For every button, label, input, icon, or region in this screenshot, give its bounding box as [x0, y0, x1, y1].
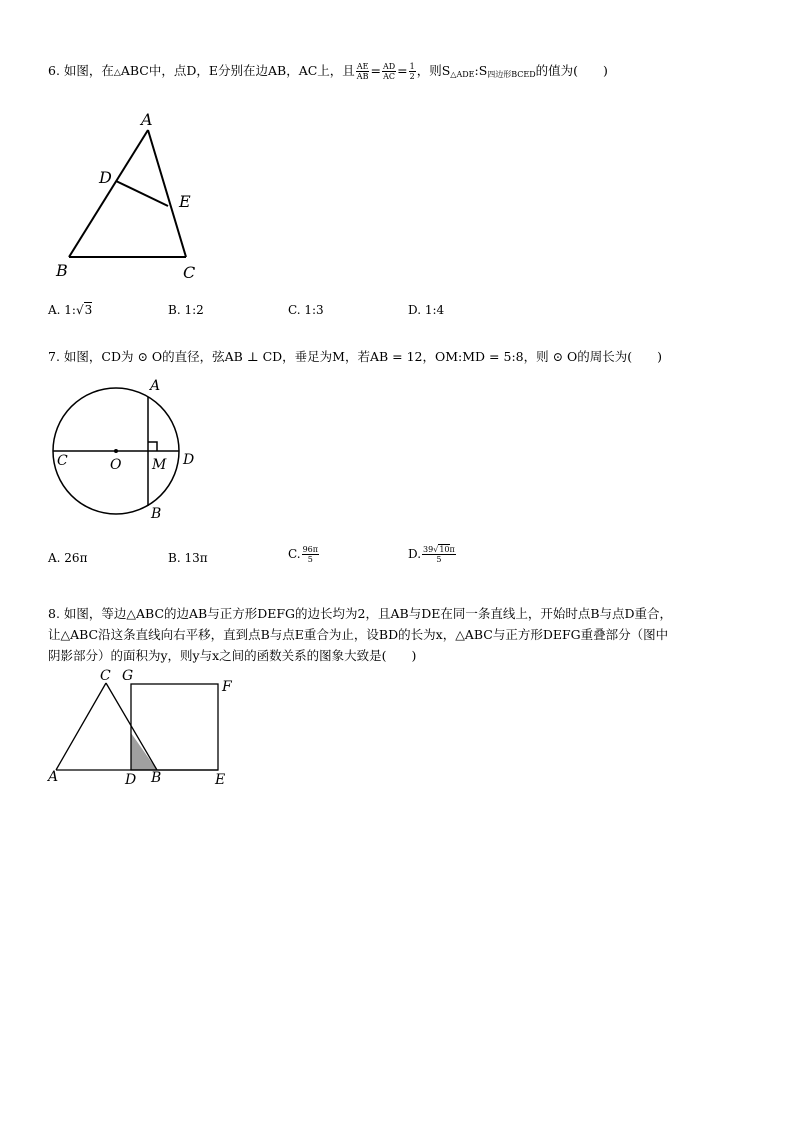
q8-label-f: F — [222, 679, 232, 695]
q6-label-c: C — [183, 263, 196, 282]
q6-label-d: D — [99, 168, 112, 187]
q7-option-c[interactable] — [288, 545, 320, 564]
numerator-coefficient: 39 — [423, 545, 434, 554]
q7-stem: 7. 如图，CD为 ⊙ O的直径，弦AB ⊥ CD，垂足为M，若AB = 12，OM:MD = 5:8，则 ⊙ O的周长为( ) — [48, 349, 663, 364]
q8-label-e: E — [215, 772, 226, 788]
q6-option-b[interactable]: B. 1:2 — [168, 303, 204, 317]
q6-frac-ae-ab — [356, 62, 370, 81]
q6-triangle-figure — [48, 108, 218, 284]
q8-label-c: C — [100, 668, 111, 684]
numerator-root: 10 — [439, 545, 450, 554]
numerator-pi: π — [449, 545, 455, 554]
q6-option-c[interactable]: C. 1:3 — [288, 303, 324, 317]
frac-denominator: 5 — [436, 555, 442, 564]
option-d-fraction — [422, 545, 456, 564]
q6-stem-d: :S — [474, 63, 488, 78]
frac-denominator: AB — [356, 72, 369, 81]
q6-label-a: A — [141, 110, 153, 129]
q6-subscript-bced: 四边形BCED — [487, 70, 536, 79]
q6-equals-2: = — [397, 63, 408, 78]
q6-frac-ad-ac — [382, 62, 396, 81]
frac-denominator: 5 — [307, 555, 313, 564]
q6-equals-1: = — [370, 63, 381, 78]
frac-numerator: 96π — [302, 545, 319, 554]
q7-option-a[interactable]: A. 26π — [48, 551, 88, 565]
q6-label-e: E — [179, 192, 191, 211]
frac-numerator — [422, 545, 456, 555]
frac-numerator: AE — [356, 62, 369, 71]
frac-numerator: AD — [382, 62, 396, 71]
q7-option-b[interactable]: B. 13π — [168, 551, 208, 565]
q6-stem — [48, 61, 608, 85]
option-d-prefix: D. — [408, 547, 422, 561]
q6-stem-c: ，则S — [416, 63, 451, 78]
q7-label-a: A — [150, 378, 161, 394]
option-c-fraction — [302, 545, 319, 564]
frac-denominator: 2 — [409, 72, 415, 81]
q7-circle-figure — [44, 376, 214, 524]
q6-frac-half — [409, 62, 416, 81]
q8-line-3: 阴影部分）的面积为y，则y与x之间的函数关系的图象大致是( ) — [48, 648, 417, 663]
sqrt-icon: √ — [75, 303, 84, 317]
q6-option-a[interactable] — [48, 303, 92, 317]
q7-label-m: M — [152, 457, 167, 473]
q8-line-2: 让△ABC沿这条直线向右平移，直到点B与点E重合为止，设BD的长为x，△ABC与正方形DEFG重叠部分（图中 — [48, 627, 669, 642]
q7-label-b: B — [151, 506, 162, 522]
q8-label-b: B — [151, 770, 162, 786]
q6-stem-b: ABC中，点D，E分别在边AB，AC上，且 — [120, 63, 355, 78]
sqrt-icon: √ — [433, 545, 439, 554]
q6-stem-a: 6. 如图，在 — [48, 63, 114, 78]
q7-label-o: O — [110, 457, 122, 473]
option-c-prefix: C. — [288, 547, 301, 561]
q8-line-1: 8. 如图，等边△ABC的边AB与正方形DEFG的边长均为2，且AB与DE在同一条直线上，开始时点B与点D重合， — [48, 606, 673, 621]
q8-label-a: A — [48, 769, 59, 785]
q6-triangle-symbol: △ — [113, 68, 121, 78]
q6-option-d[interactable]: D. 1:4 — [408, 303, 445, 317]
q6-stem-e: 的值为( ) — [535, 63, 608, 78]
frac-denominator: AC — [383, 72, 395, 81]
frac-numerator: 1 — [409, 62, 415, 71]
q6-subscript-ade: △ADE — [450, 70, 475, 79]
q6-label-b: B — [56, 261, 68, 280]
q8-translation-figure — [44, 666, 244, 790]
q8-label-g: G — [122, 668, 134, 684]
q7-label-d: D — [183, 452, 195, 468]
option-a-root: 3 — [84, 303, 93, 317]
q7-option-d[interactable] — [408, 545, 457, 564]
q7-label-c: C — [57, 453, 68, 469]
option-a-prefix: A. 1: — [48, 303, 76, 317]
q8-label-d: D — [125, 772, 137, 788]
